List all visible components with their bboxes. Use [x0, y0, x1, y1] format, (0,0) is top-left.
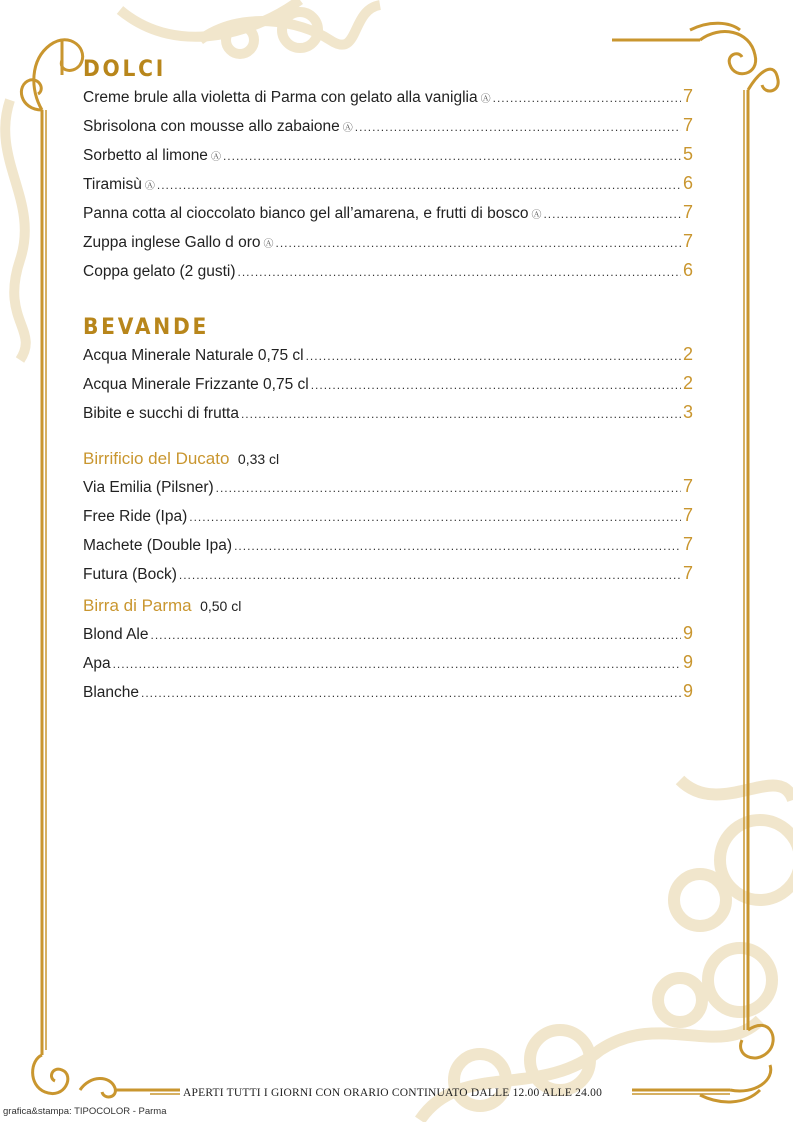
item-price: 9	[682, 652, 693, 672]
item-price: 3	[682, 402, 693, 422]
item-name: Sorbetto al limone	[83, 147, 208, 164]
subheading-ducato	[83, 449, 279, 469]
parma-list	[83, 623, 693, 710]
allergen-icon: Ⓐ	[144, 181, 155, 192]
item-name: Bibite e succhi di frutta	[83, 405, 239, 422]
brewery-name: Birra di Parma	[83, 596, 192, 615]
item-price: 2	[682, 373, 693, 393]
item-name: Sbrisolona con mousse allo zabaione	[83, 118, 340, 135]
list-item	[83, 476, 693, 505]
allergen-icon: Ⓐ	[210, 152, 221, 163]
dot-leader	[189, 510, 681, 524]
item-name: Blond Ale	[83, 626, 149, 643]
item-price: 5	[682, 144, 693, 164]
item-price: 7	[682, 115, 693, 135]
allergen-icon: Ⓐ	[342, 123, 353, 134]
dot-leader	[355, 120, 681, 134]
item-price: 7	[682, 505, 693, 525]
item-name: Via Emilia (Pilsner)	[83, 479, 214, 496]
list-item	[83, 173, 693, 202]
dot-leader	[157, 178, 681, 192]
dot-leader	[238, 265, 681, 279]
list-item	[83, 505, 693, 534]
dot-leader	[306, 349, 681, 363]
dot-leader	[113, 657, 681, 671]
item-price: 7	[682, 476, 693, 496]
serving-size: 0,33 cl	[237, 451, 280, 467]
subheading-parma	[83, 596, 241, 616]
item-price: 6	[682, 173, 693, 193]
corner-scroll-bottom-right	[700, 1025, 773, 1102]
list-item	[83, 652, 693, 681]
list-item	[83, 115, 693, 144]
item-price: 9	[682, 681, 693, 701]
item-price: 7	[682, 534, 693, 554]
list-item	[83, 681, 693, 710]
dot-leader	[216, 481, 681, 495]
list-item	[83, 534, 693, 563]
swirl-ornament-bottom-right	[420, 780, 793, 1120]
section-title-bevande: BEVANDE	[83, 315, 210, 340]
list-item	[83, 86, 693, 115]
serving-size: 0,50 cl	[200, 598, 242, 614]
list-item	[83, 260, 693, 289]
list-item	[83, 344, 693, 373]
corner-scroll-top-left	[21, 40, 82, 110]
brewery-name: Birrificio del Ducato	[83, 449, 230, 468]
item-price: 7	[682, 231, 693, 251]
ducato-list	[83, 476, 693, 592]
item-name: Futura (Bock)	[83, 566, 177, 583]
section-title-dolci: DOLCI	[83, 57, 167, 82]
opening-hours: APERTI TUTTI I GIORNI CON ORARIO CONTINUATO DALLE 12.00 ALLE 24.00	[183, 1087, 603, 1099]
item-name: Coppa gelato (2 gusti)	[83, 263, 236, 280]
item-name: Machete (Double Ipa)	[83, 537, 233, 554]
list-item	[83, 402, 693, 431]
item-name: Acqua Minerale Naturale 0,75 cl	[83, 347, 304, 364]
dolci-list	[83, 86, 693, 289]
allergen-icon: Ⓐ	[531, 210, 542, 221]
dot-leader	[141, 686, 681, 700]
item-name: Tiramisù	[83, 176, 142, 193]
item-price: 9	[682, 623, 693, 643]
item-name: Free Ride (Ipa)	[83, 508, 188, 525]
list-item	[83, 231, 693, 260]
dot-leader	[151, 628, 681, 642]
allergen-icon: Ⓐ	[480, 94, 491, 105]
item-name: Zuppa inglese Gallo d oro	[83, 234, 261, 251]
dot-leader	[493, 91, 681, 105]
item-name: Blanche	[83, 684, 140, 701]
dot-leader	[234, 539, 681, 553]
item-name: Apa	[83, 655, 111, 672]
list-item	[83, 623, 693, 652]
dot-leader	[223, 149, 681, 163]
list-item	[83, 373, 693, 402]
item-name: Acqua Minerale Frizzante 0,75 cl	[83, 376, 309, 393]
list-item	[83, 202, 693, 231]
print-credit: grafica&stampa: TIPOCOLOR - Parma	[3, 1106, 167, 1117]
dot-leader	[276, 236, 681, 250]
item-price: 2	[682, 344, 693, 364]
item-name: Creme brule alla violetta di Parma con gelato alla vaniglia	[83, 89, 478, 106]
list-item	[83, 144, 693, 173]
item-price: 7	[682, 563, 693, 583]
item-price: 6	[682, 260, 693, 280]
bevande-list	[83, 344, 693, 431]
dot-leader	[543, 207, 681, 221]
dot-leader	[179, 568, 681, 582]
corner-scroll-bottom-left	[33, 1055, 150, 1097]
dot-leader	[311, 378, 681, 392]
list-item	[83, 563, 693, 592]
item-price: 7	[682, 86, 693, 106]
item-price: 7	[682, 202, 693, 222]
dot-leader	[241, 407, 681, 421]
allergen-icon: Ⓐ	[263, 239, 274, 250]
corner-scroll-top-right	[690, 23, 778, 91]
item-name: Panna cotta al cioccolato bianco gel all’amarena, e frutti di bosco	[83, 205, 529, 222]
